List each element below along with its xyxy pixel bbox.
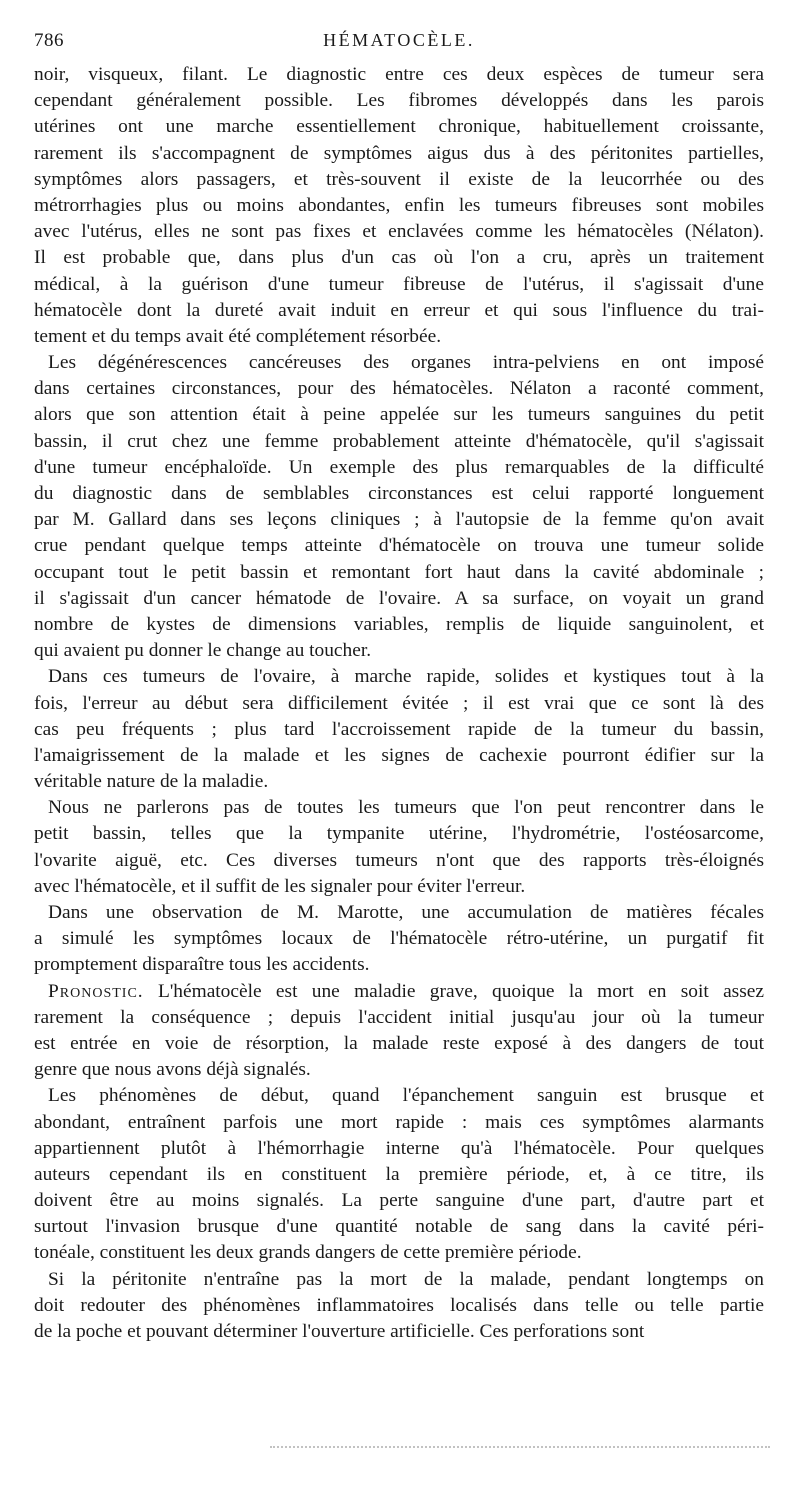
- line-text: L'hématocèle est une maladie grave, quoique la mort en soit assez: [157, 980, 764, 1002]
- text-line: de la poche et pouvant déterminer l'ouverture artificielle. Ces perforations sont: [34, 1321, 645, 1342]
- text-line: appartiennent plutôt à l'hémorrhagie interne qu'à l'hématocèle. Pour quelques: [34, 1137, 764, 1159]
- text-line: Il est probable que, dans plus d'un cas où l'on a cru, après un traitement: [34, 247, 764, 269]
- text-line: surtout l'invasion brusque d'une quantité notable de sang dans la cavité péri-: [34, 1216, 764, 1238]
- text-line: l'amaigrissement de la malade et les signes de cachexie pourront édifier sur la: [34, 744, 764, 766]
- text-line: Dans ces tumeurs de l'ovaire, à marche rapide, solides et kystiques tout à la: [48, 666, 764, 688]
- footer-rule: [270, 1446, 770, 1448]
- running-title: HÉMATOCÈLE.: [323, 30, 475, 50]
- body-text: [34, 62, 764, 1345]
- text-line: cas peu fréquents ; plus tard l'accroissement rapide de la tumeur du bassin,: [34, 718, 764, 740]
- paragraph: [34, 1267, 764, 1346]
- text-line: avec l'hématocèle, et il suffit de les signaler pour éviter l'erreur.: [34, 875, 526, 897]
- text-line: tonéale, constituent les deux grands dangers de cette première période.: [34, 1242, 582, 1264]
- paragraph: [34, 900, 764, 979]
- text-line: petit bassin, telles que la tympanite utérine, l'hydrométrie, l'ostéosarcome,: [34, 823, 764, 845]
- text-line: avec l'utérus, elles ne sont pas fixes et enclavées comme les hématocèles (Nélaton).: [34, 221, 764, 243]
- text-line: métrorrhagies plus ou moins abondantes, enfin les tumeurs fibreuses sont mobiles: [34, 194, 764, 216]
- text-line: symptômes alors passagers, et très-souvent il existe de la leucorrhée ou des: [34, 168, 764, 190]
- text-line: utérines ont une marche essentiellement chronique, habituellement croissante,: [34, 116, 764, 138]
- text-line: il s'agissait d'un cancer hématode de l'ovaire. A sa surface, on voyait un grand: [34, 587, 764, 609]
- text-line: promptement disparaître tous les accidents.: [34, 954, 370, 976]
- text-line: rarement ils s'accompagnent de symptômes aigus dus à des péritonites partielles,: [34, 142, 764, 164]
- text-line: hématocèle dont la dureté avait induit en erreur et qui sous l'influence du trai-: [34, 299, 764, 321]
- text-line: a simulé les symptômes locaux de l'hématocèle rétro-utérine, un purgatif fit: [34, 928, 764, 950]
- text-line: Dans une observation de M. Marotte, une accumulation de matières fécales: [48, 902, 764, 923]
- text-line: genre que nous avons déjà signalés.: [34, 1059, 311, 1081]
- text-line: crue pendant quelque temps atteinte d'hématocèle on trouva une tumeur solide: [34, 535, 764, 557]
- text-line: rarement la conséquence ; depuis l'accident initial jusqu'au jour où la tumeur: [34, 1006, 764, 1028]
- text-line: doivent être au moins signalés. La perte sanguine d'une part, d'autre part et: [34, 1190, 764, 1212]
- text-line: Nous ne parlerons pas de toutes les tumeurs que l'on peut rencontrer dans le: [48, 797, 764, 819]
- text-line: cependant généralement possible. Les fibromes développés dans les parois: [34, 90, 764, 112]
- text-line: fois, l'erreur au début sera difficilement évitée ; il est vrai que ce sont là des: [34, 692, 764, 714]
- text-line: véritable nature de la maladie.: [34, 771, 269, 793]
- text-line: noir, visqueux, filant. Le diagnostic entre ces deux espèces de tumeur sera: [34, 64, 764, 85]
- text-line: [34, 979, 764, 1005]
- paragraph: [34, 1083, 764, 1266]
- text-line: bassin, il crut chez une femme probablement atteinte d'hématocèle, qu'il s'agissait: [34, 430, 764, 452]
- paragraph: [34, 795, 764, 900]
- text-line: d'une tumeur encéphaloïde. Un exemple des plus remarquables de la difficulté: [34, 456, 764, 478]
- paragraph: [34, 350, 764, 664]
- section-label: Pronostic.: [48, 980, 144, 1002]
- text-line: Les phénomènes de début, quand l'épanchement sanguin est brusque et: [48, 1085, 764, 1107]
- text-line: par M. Gallard dans ses leçons cliniques ; à l'autopsie de la femme qu'on avait: [34, 509, 764, 531]
- text-line: auteurs cependant ils en constituent la première période, et, à ce titre, ils: [34, 1163, 764, 1185]
- paragraph: [34, 664, 764, 795]
- text-line: l'ovarite aiguë, etc. Ces diverses tumeurs n'ont que des rapports très-éloignés: [34, 849, 764, 871]
- text-line: dans certaines circonstances, pour des hématocèles. Nélaton a raconté comment,: [34, 378, 764, 400]
- text-line: abondant, entraînent parfois une mort rapide : mais ces symptômes alarmants: [34, 1111, 764, 1133]
- text-line: tement et du temps avait été complétement résorbée.: [34, 325, 442, 347]
- text-line: Si la péritonite n'entraîne pas la mort de la malade, pendant longtemps on: [48, 1268, 764, 1290]
- text-line: alors que son attention était à peine appelée sur les tumeurs sanguines du petit: [34, 404, 764, 426]
- text-line: Les dégénérescences cancéreuses des organes intra-pelviens en ont imposé: [48, 352, 764, 374]
- text-line: qui avaient pu donner le change au toucher.: [34, 640, 372, 662]
- text-line: du diagnostic dans de semblables circonstances est celui rapporté longuement: [34, 483, 764, 504]
- text-line: est entrée en voie de résorption, la malade reste exposé à des dangers de tout: [34, 1032, 764, 1054]
- paragraph: [34, 979, 764, 1084]
- paragraph: [34, 62, 764, 350]
- page-header: [34, 30, 764, 56]
- text-line: occupant tout le petit bassin et remontant fort haut dans la cavité abdominale ;: [34, 561, 764, 583]
- text-line: doit redouter des phénomènes inflammatoires localisés dans telle ou telle partie: [34, 1294, 764, 1316]
- text-line: médical, à la guérison d'une tumeur fibreuse de l'utérus, il s'agissait d'une: [34, 273, 764, 295]
- page-number: 786: [34, 30, 64, 51]
- text-line: nombre de kystes de dimensions variables, remplis de liquide sanguinolent, et: [34, 613, 764, 635]
